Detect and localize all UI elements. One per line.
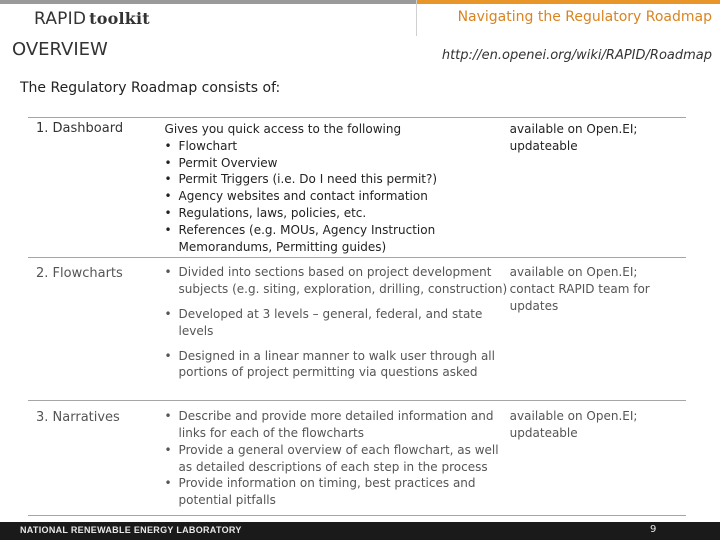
roadmap-url: http://en.openei.org/wiki/RAPID/Roadmap	[441, 48, 712, 63]
availability-text: available on Open.EI; contact RAPID team for updates	[509, 265, 650, 313]
header-divider	[416, 0, 417, 36]
row-description-cell	[165, 118, 508, 258]
list-item: • Designed in a linear manner to walk user through all portions of project permitting via questions asked	[165, 348, 508, 382]
footer-bar	[0, 522, 720, 540]
top-accent-bar	[0, 0, 720, 4]
page-title: Navigating the Regulatory Roadmap	[457, 9, 712, 25]
brand-toolkit: toolkit	[89, 9, 150, 28]
list-item: • Permit Overview	[165, 155, 508, 172]
row-availability-cell	[508, 401, 686, 516]
top-accent-grey	[0, 0, 416, 4]
row-availability-cell	[508, 118, 686, 258]
row-description-cell	[165, 258, 508, 401]
list-item: • Regulations, laws, policies, etc.	[165, 205, 508, 222]
row-lead: Gives you quick access to the following	[164, 122, 402, 136]
organization-name: NATIONAL RENEWABLE ENERGY LABORATORY	[20, 525, 242, 535]
intro-text: The Regulatory Roadmap consists of:	[20, 80, 281, 96]
section-title: OVERVIEW	[12, 39, 108, 60]
bullet-list	[165, 264, 508, 381]
list-item: • Agency websites and contact information	[165, 188, 508, 205]
list-item: • References (e.g. MOUs, Agency Instruction Memorandums, Permitting guides)	[165, 222, 508, 256]
table-row-narratives	[28, 401, 686, 516]
row-label-cell	[28, 401, 165, 516]
row-availability-cell	[508, 258, 686, 401]
page-number: 9	[650, 524, 657, 535]
list-item: • Developed at 3 levels – general, federal, and state levels	[165, 306, 508, 340]
list-item: • Divided into sections based on project development subjects (e.g. siting, exploration, drilling, construction)	[165, 264, 508, 298]
list-item: • Flowchart	[165, 138, 508, 155]
availability-text: available on Open.EI; updateable	[509, 409, 638, 440]
table-row-dashboard	[28, 118, 686, 258]
row-description-cell	[165, 401, 508, 516]
bullet-list	[165, 138, 508, 256]
list-item: • Permit Triggers (i.e. Do I need this permit?)	[165, 171, 508, 188]
row-name: 1. Dashboard	[36, 121, 124, 136]
top-accent-orange	[416, 0, 720, 4]
availability-text: available on Open.EI; updateable	[509, 122, 638, 153]
row-name: 3. Narratives	[36, 410, 120, 426]
roadmap-table	[28, 117, 686, 516]
table-row-flowcharts	[28, 258, 686, 401]
brand-logo	[34, 9, 150, 29]
row-label-cell	[28, 258, 165, 401]
list-item: • Provide a general overview of each flowchart, as well as detailed descriptions of each step in the process	[165, 442, 508, 476]
brand-rapid: RAPID	[34, 9, 87, 29]
row-label-cell	[28, 118, 165, 258]
list-item: • Describe and provide more detailed information and links for each of the flowcharts	[165, 408, 508, 442]
row-name: 2. Flowcharts	[36, 266, 123, 282]
list-item: • Provide information on timing, best practices and potential pitfalls	[165, 475, 508, 509]
bullet-list	[165, 408, 508, 509]
